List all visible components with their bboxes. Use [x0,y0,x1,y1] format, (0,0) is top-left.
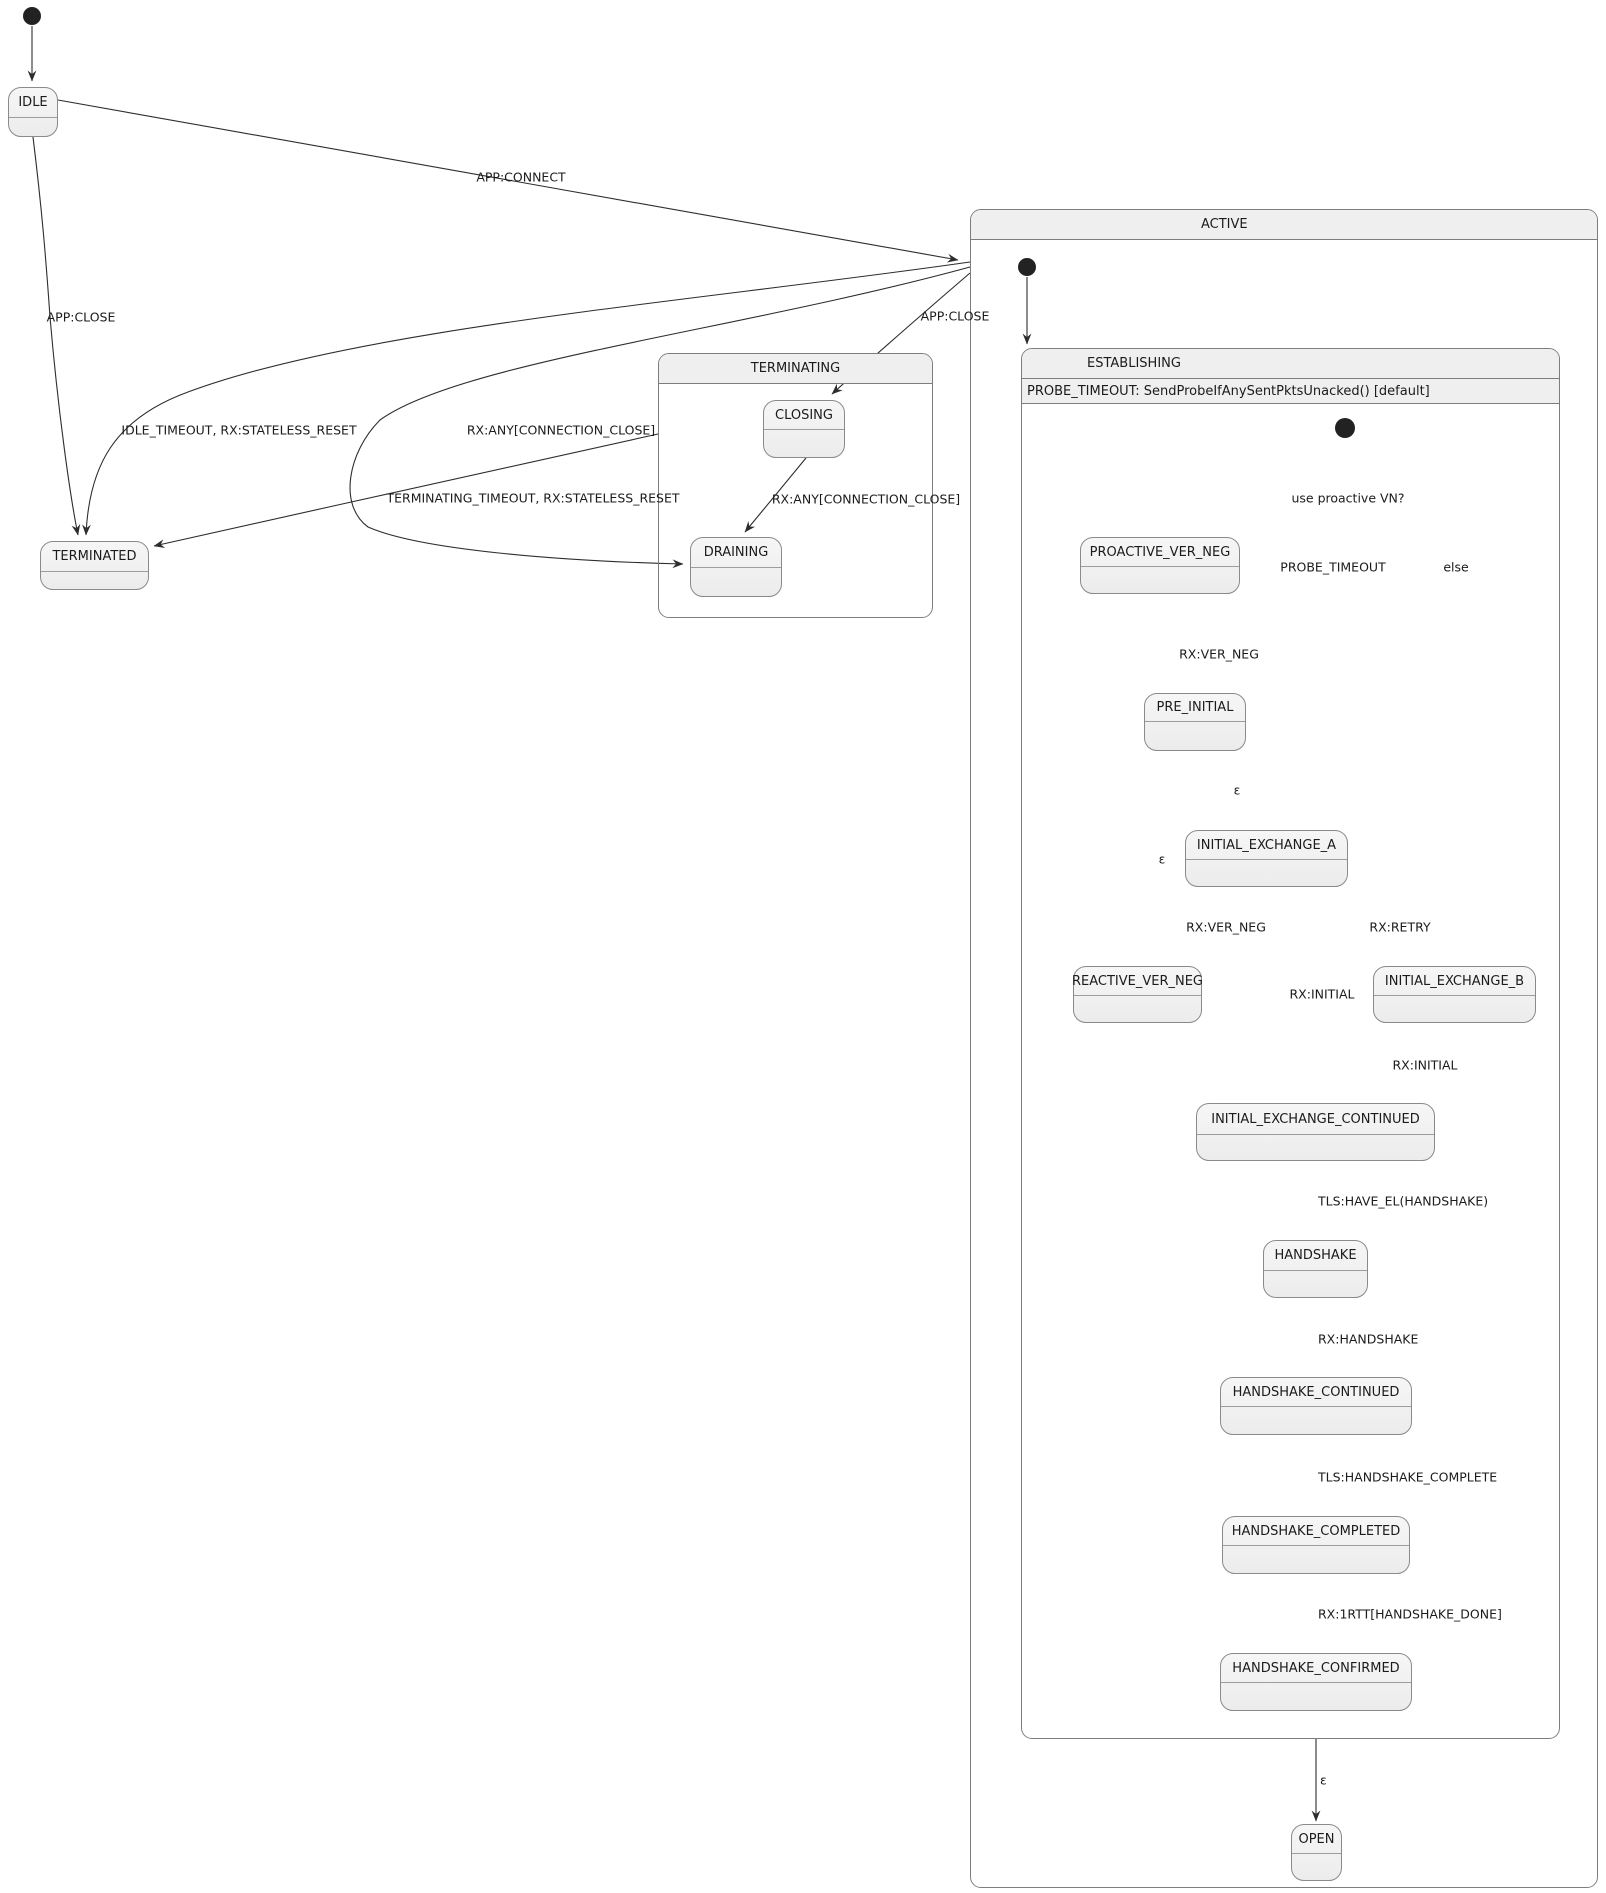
state-closing-body [764,430,844,457]
label-rx-any-connection-close-outer: RX:ANY[CONNECTION_CLOSE] [466,422,656,438]
label-app-close-idle: APP:CLOSE [46,309,116,325]
state-handshake-confirmed-label: HANDSHAKE_CONFIRMED [1221,1654,1411,1683]
state-terminated-label: TERMINATED [41,542,148,572]
state-initial-exchange-a-body [1186,860,1347,886]
state-pre-initial-body [1145,722,1245,750]
label-rx-1rtt-handshake-done: RX:1RTT[HANDSHAKE_DONE] [1318,1606,1502,1622]
label-rx-retry: RX:RETRY [1369,919,1431,935]
state-closing-label: CLOSING [764,401,844,430]
label-rx-any-connection-close-inner: RX:ANY[CONNECTION_CLOSE] [771,491,961,507]
state-initial-exchange-continued [1196,1103,1435,1161]
label-probe-timeout: PROBE_TIMEOUT [1280,559,1386,575]
state-initial-exchange-b-label: INITIAL_EXCHANGE_B [1374,967,1535,996]
state-draining [690,537,782,597]
state-proactive-ver-neg-body [1081,567,1239,593]
state-handshake [1263,1240,1368,1298]
label-epsilon-1: ε [1233,782,1241,798]
edge-idle-to-terminated [33,137,78,535]
establishing-initial-state-dot [1335,418,1355,438]
label-rx-ver-neg-2: RX:VER_NEG [1186,919,1266,935]
state-initial-exchange-b-body [1374,996,1535,1022]
state-pre-initial-label: PRE_INITIAL [1145,694,1245,722]
state-initial-exchange-b [1373,966,1536,1023]
label-app-connect: APP:CONNECT [476,169,566,185]
state-idle-body [9,118,57,136]
state-handshake-continued [1220,1377,1412,1435]
label-use-proactive-vn: use proactive VN? [1291,490,1405,506]
establishing-title: ESTABLISHING [1022,349,1559,379]
label-rx-ver-neg-1: RX:VER_NEG [1179,646,1259,662]
establishing-internal-action: PROBE_TIMEOUT: SendProbeIfAnySentPktsUnacked() [default] [1022,379,1559,404]
state-proactive-ver-neg-label: PROACTIVE_VER_NEG [1081,538,1239,567]
label-idle-timeout: IDLE_TIMEOUT, RX:STATELESS_RESET [121,422,357,438]
terminating-title: TERMINATING [659,354,932,384]
active-initial-state-dot [1018,258,1036,276]
active-title: ACTIVE [971,210,1597,240]
state-handshake-completed-body [1223,1546,1409,1573]
state-initial-exchange-continued-body [1197,1135,1434,1160]
state-draining-body [691,568,781,596]
state-initial-exchange-continued-label: INITIAL_EXCHANGE_CONTINUED [1197,1104,1434,1135]
label-tls-handshake-complete: TLS:HANDSHAKE_COMPLETE [1318,1469,1498,1485]
label-epsilon-3: ε [1320,1772,1327,1788]
state-idle [8,87,58,137]
state-closing [763,400,845,458]
state-handshake-confirmed-body [1221,1683,1411,1710]
label-terminating-timeout: TERMINATING_TIMEOUT, RX:STATELESS_RESET [386,490,680,506]
state-handshake-completed-label: HANDSHAKE_COMPLETED [1223,1517,1409,1546]
state-initial-exchange-a-label: INITIAL_EXCHANGE_A [1186,831,1347,860]
initial-state-dot [23,7,41,25]
label-rx-handshake: RX:HANDSHAKE [1318,1331,1419,1347]
state-terminated [40,541,149,590]
state-handshake-label: HANDSHAKE [1264,1241,1367,1271]
label-else: else [1443,559,1469,575]
label-epsilon-2: ε [1158,851,1166,867]
label-rx-initial-1: RX:INITIAL [1289,986,1355,1002]
state-terminated-body [41,572,148,589]
label-tls-have-el-handshake: TLS:HAVE_EL(HANDSHAKE) [1318,1193,1489,1209]
state-open [1291,1824,1342,1881]
state-proactive-ver-neg [1080,537,1240,594]
state-handshake-continued-label: HANDSHAKE_CONTINUED [1221,1378,1411,1407]
state-pre-initial [1144,693,1246,751]
state-reactive-ver-neg-label: REACTIVE_VER_NEG [1074,967,1201,996]
state-idle-label: IDLE [9,88,57,118]
state-open-body [1292,1854,1341,1880]
state-handshake-body [1264,1271,1367,1297]
label-app-close-active: APP:CLOSE [920,308,990,324]
state-handshake-continued-body [1221,1407,1411,1434]
label-rx-initial-2: RX:INITIAL [1392,1057,1458,1073]
state-draining-label: DRAINING [691,538,781,568]
state-reactive-ver-neg-body [1074,996,1201,1022]
state-handshake-completed [1222,1516,1410,1574]
state-reactive-ver-neg [1073,966,1202,1023]
state-open-label: OPEN [1292,1825,1341,1854]
state-handshake-confirmed [1220,1653,1412,1711]
state-initial-exchange-a [1185,830,1348,887]
